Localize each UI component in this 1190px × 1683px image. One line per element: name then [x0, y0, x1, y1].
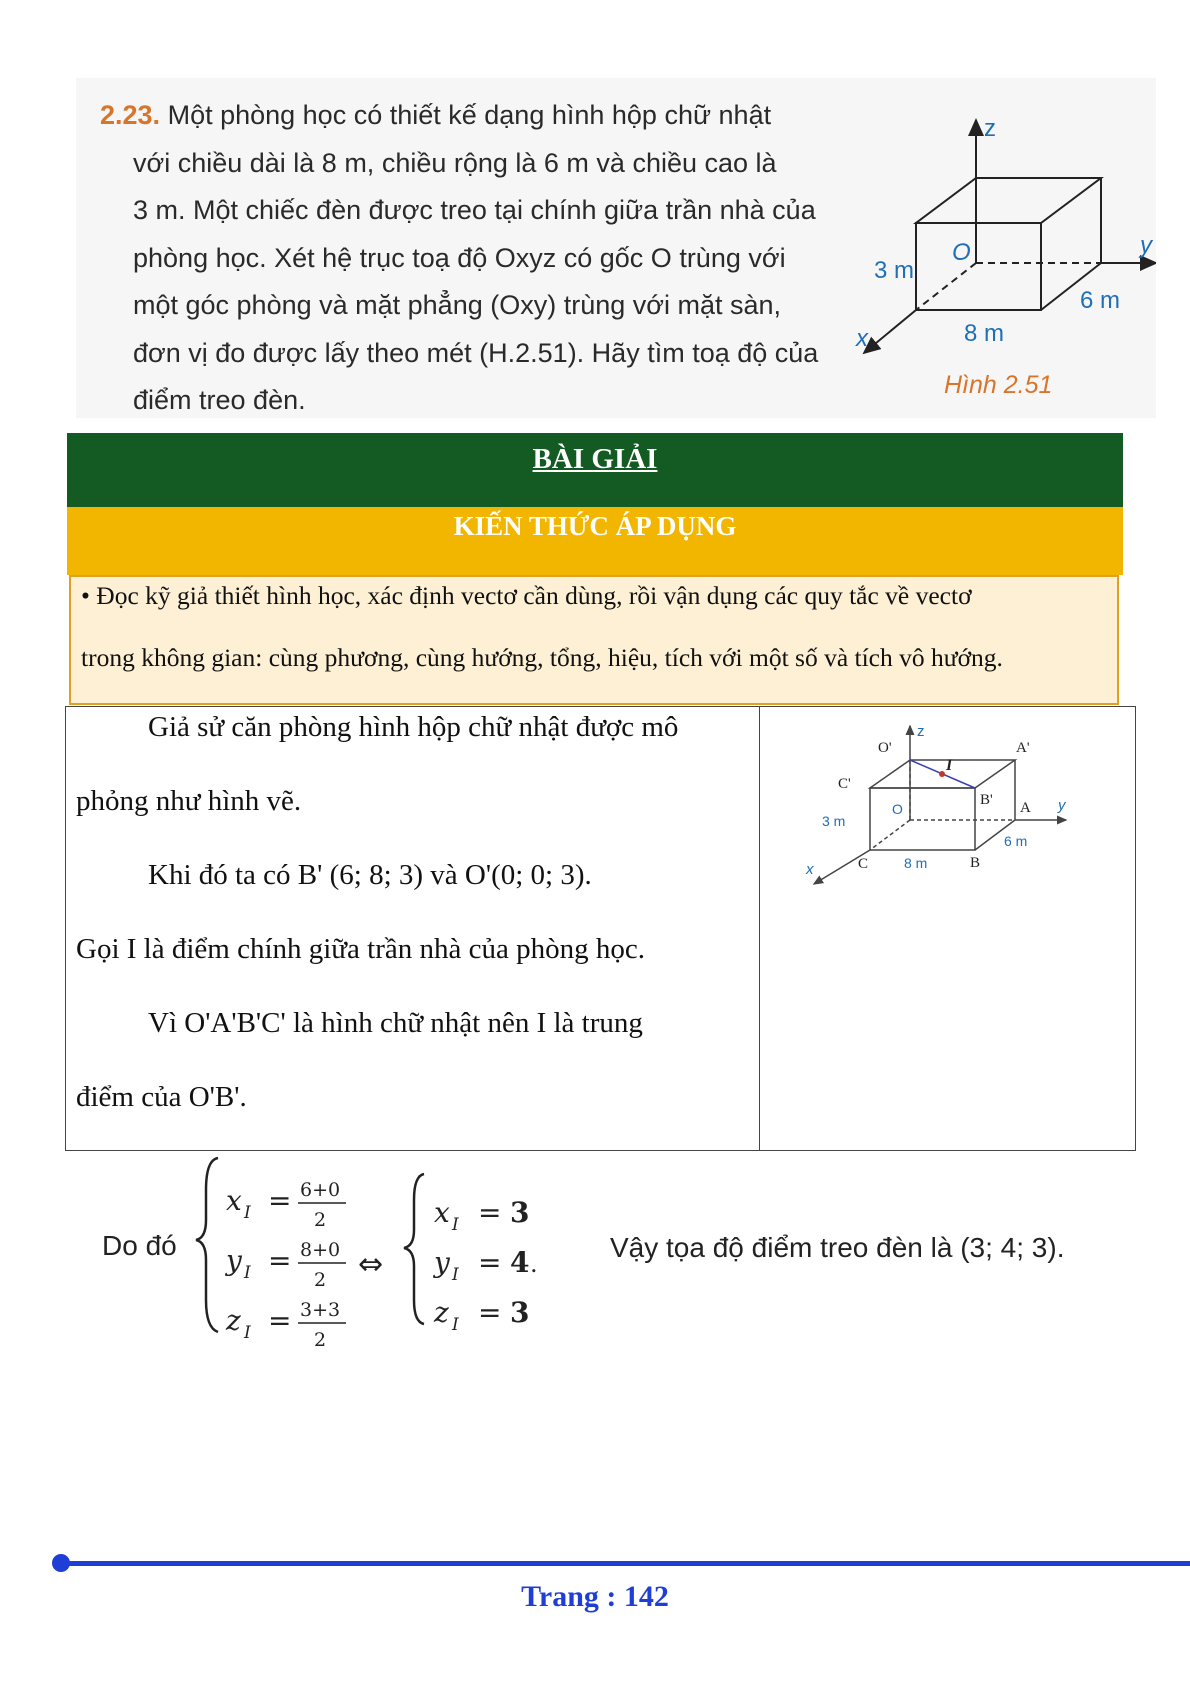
eq-z-num: 3+3 — [300, 1299, 341, 1321]
fig2-z: z — [917, 723, 925, 740]
eq-y-num: 8+0 — [300, 1239, 341, 1261]
footer-line — [60, 1561, 1190, 1566]
eq-y-eq: = — [268, 1244, 292, 1277]
box-top — [916, 178, 1101, 223]
fig2-c: C — [858, 856, 869, 872]
res-y-val: 4 — [510, 1246, 530, 1279]
x-axis — [864, 310, 916, 353]
knowledge-box — [69, 575, 1119, 705]
eq-z-sub: I — [244, 1323, 251, 1343]
solution-line-1: Giả sử căn phòng hình hộp chữ nhật được mô — [148, 711, 679, 743]
footer-dot — [52, 1554, 70, 1572]
x-axis-hidden — [916, 263, 976, 310]
res-y-var: y — [434, 1246, 450, 1279]
fig1-width-label: 6 m — [1080, 287, 1121, 314]
eq-x-sub: I — [244, 1203, 251, 1223]
eq-x-den: 2 — [314, 1209, 327, 1231]
eq-x-var: x — [226, 1184, 242, 1217]
res-y-sub: I — [452, 1265, 459, 1285]
problem-box — [76, 78, 1156, 418]
fig2-length: 8 m — [904, 855, 928, 871]
conclusion-lead: Do đó — [102, 1230, 177, 1261]
fig2-c-prime: C' — [838, 776, 851, 792]
fig2-i: I — [946, 757, 953, 774]
problem-line-7: điểm treo đèn. — [133, 385, 306, 415]
knowledge-line-2: trong không gian: cùng phương, cùng hướng, tổng, hiệu, tích với một số và tích vô hướng. — [81, 643, 1003, 672]
problem-line-6: đơn vị đo được lấy theo mét (H.2.51). Hãy tìm toạ độ của — [133, 337, 819, 368]
knowledge-line-1: • Đọc kỹ giả thiết hình học, xác định vectơ cần dùng, rồi vận dụng các quy tắc về vectơ — [81, 581, 972, 610]
eq-y-sub: I — [244, 1263, 251, 1283]
fig1-length-label: 8 m — [964, 320, 1005, 347]
problem-number: 2.23. — [100, 100, 161, 130]
fig1-height-label: 3 m — [874, 257, 915, 284]
fig2-height: 3 m — [822, 813, 846, 829]
res-x-eq: = — [478, 1196, 502, 1229]
problem-line-5: một góc phòng và mặt phẳng (Oxy) trùng với mặt sàn, — [133, 290, 782, 320]
eq-x-num: 6+0 — [300, 1179, 341, 1201]
solution-text-cell — [66, 707, 760, 1150]
fig2-a-prime: A' — [1016, 740, 1030, 756]
knowledge-header-text: KIẾN THỨC ÁP DỤNG — [453, 511, 737, 541]
room-figure — [800, 722, 1080, 922]
solution-header — [67, 433, 1123, 507]
solution-line-2: phỏng như hình vẽ. — [76, 785, 302, 817]
res-z-val: 3 — [510, 1296, 530, 1329]
fig1-y-label: y — [1140, 232, 1152, 259]
solution-header-text: BÀI GIẢI — [532, 443, 658, 475]
conclusion-result: Vậy tọa độ điểm treo đèn là (3; 4; 3). — [610, 1232, 1065, 1263]
equivalence-sign: ⇔ — [358, 1247, 384, 1282]
fig2-o: O — [892, 801, 903, 817]
res-x-val: 3 — [510, 1196, 530, 1229]
fig1-z-label: z — [984, 115, 996, 142]
problem-line-2: với chiều dài là 8 m, chiều rộng là 6 m và chiều cao là — [133, 147, 777, 178]
res-z-eq: = — [478, 1296, 502, 1329]
box-front — [916, 223, 1041, 310]
solution-line-5: Vì O'A'B'C' là hình chữ nhật nên I là trung — [148, 1007, 643, 1039]
eq-z-eq: = — [268, 1304, 292, 1337]
solution-line-3: Khi đó ta có B' (6; 8; 3) và O'(0; 0; 3). — [148, 859, 592, 891]
eq-z-var: z — [226, 1304, 241, 1337]
fig1-origin-label: O — [952, 239, 971, 266]
res-z-var: z — [434, 1296, 449, 1329]
knowledge-header — [67, 507, 1123, 575]
res-y-eq: = — [478, 1246, 502, 1279]
fig2-b-prime: B' — [980, 792, 993, 808]
solution-line-6: điểm của O'B'. — [76, 1081, 247, 1113]
fig2-o-prime: O' — [878, 740, 892, 756]
fig2-b: B — [970, 855, 981, 871]
page-number: Trang : 142 — [521, 1580, 669, 1613]
fig2-width: 6 m — [1004, 833, 1028, 849]
eq-x-eq: = — [268, 1184, 292, 1217]
res-x-var: x — [434, 1196, 450, 1229]
figure-2-51 — [826, 98, 1156, 413]
res-dot: . — [530, 1250, 538, 1278]
fig1-x-label: x — [856, 325, 868, 352]
eq-y-den: 2 — [314, 1269, 327, 1291]
eq-y-var: y — [226, 1244, 242, 1277]
problem-line-1: 2.23. Một phòng học có thiết kế dạng hình hộp chữ nhật — [100, 100, 772, 130]
fig2-x: x — [806, 861, 814, 878]
figure-caption: Hình 2.51 — [944, 371, 1053, 399]
res-z-sub: I — [452, 1315, 459, 1335]
solution-line-4: Gọi I là điểm chính giữa trần nhà của phòng học. — [76, 933, 645, 965]
problem-line-4: phòng học. Xét hệ trục toạ độ Oxyz có gốc O trùng với — [133, 242, 786, 273]
conclusion — [98, 1150, 1138, 1350]
problem-text — [100, 92, 819, 425]
problem-line-3: 3 m. Một chiếc đèn được treo tại chính giữa trần nhà của — [133, 195, 816, 225]
res-x-sub: I — [452, 1215, 459, 1235]
fig2-y: y — [1058, 797, 1066, 814]
eq-z-den: 2 — [314, 1329, 327, 1350]
fig2-a: A — [1020, 800, 1031, 816]
